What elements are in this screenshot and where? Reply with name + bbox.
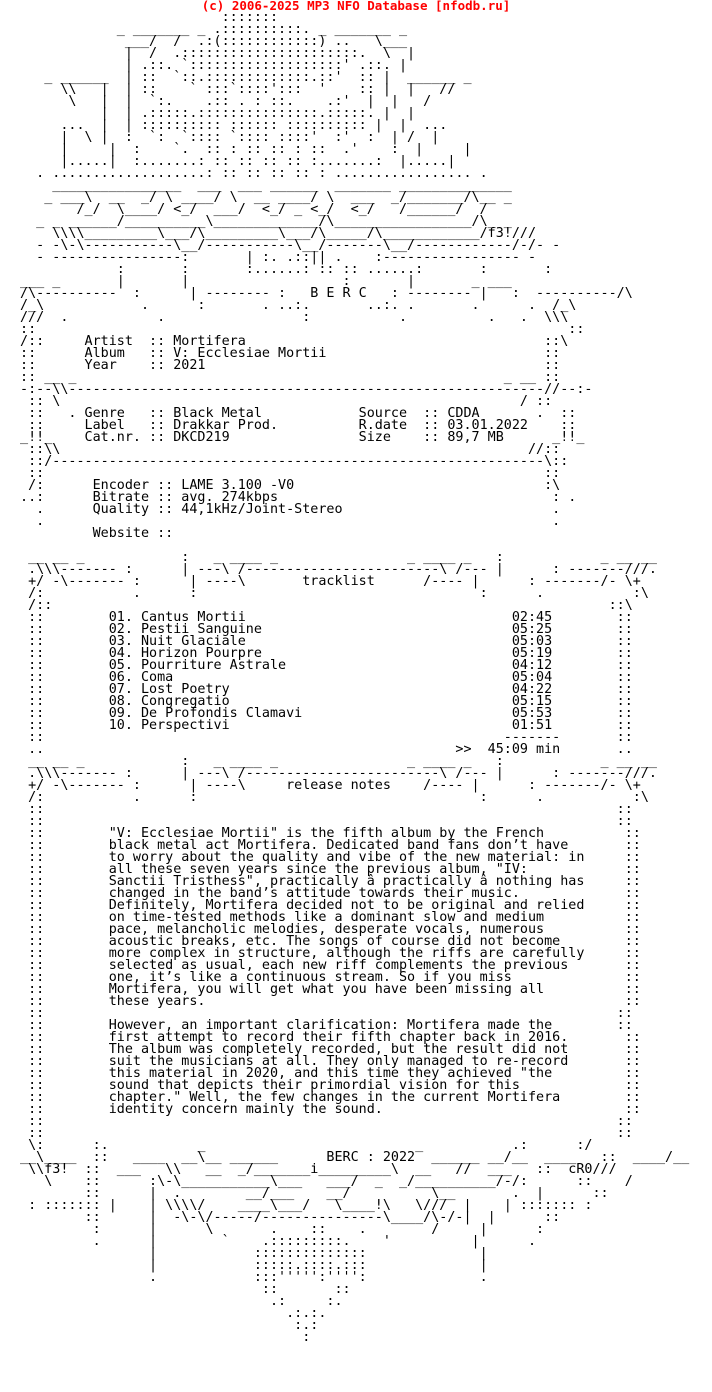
nfo-line: .. >> 45:09 min .. (12, 742, 633, 757)
nfo-line: :: identity concern mainly the sound. :: (12, 1102, 641, 1117)
nfo-line: :: 05. Pourriture Astrale 04:12 :: (12, 658, 633, 673)
nfo-line: \: :. _ _ .: :/ (12, 1138, 593, 1153)
nfo-line: .:.:. (12, 1306, 327, 1321)
nfo-line: | | .:::::.:::::::::::::::.:::::. | | (12, 106, 416, 121)
nfo-line: _ _______ _ .::::::::::. _ _______ _ (12, 22, 408, 37)
nfo-line: :: ------- :: (12, 730, 633, 745)
nfo-line: :: :: (12, 322, 585, 337)
nfo-line: ::/-------------------------------------------------------------\:: (12, 454, 569, 469)
nfo-line: :: However, an important clarification: Mortifera made the :: (12, 1018, 633, 1033)
nfo-line: -:--\\-----------------------------------------------------------//--:- (12, 382, 593, 397)
nfo-line: :: | . __/___ __/ \__ . | :: (12, 1186, 609, 1201)
nfo-line: :: selected as usual, each new riff complements the previous :: (12, 958, 641, 973)
nfo-line: :: Album :: V: Ecclesiae Mortii :: (12, 346, 561, 361)
nfo-line: /:: ::\ (12, 598, 633, 613)
nfo-line: ________________ ___ ___ ______ _______ ______________ (12, 178, 512, 193)
nfo-line: :: first attempt to record their fifth chapter back in 2016. :: (12, 1030, 641, 1045)
nfo-line: :: all these seven years since the previous album, "IV: :: (12, 862, 641, 877)
nfo-line: - -\-\-----------\__/-----------\__/-------\__/------------/-/- - (12, 238, 561, 253)
nfo-line: /_/ \____/ <_/ ___/ <_/ _ <_/ <_/ /______/ / (12, 202, 488, 217)
nfo-line: :: Sanctii Tristhess", practically â practically â nothing has :: (12, 874, 641, 889)
nfo-line: _ ______ | :: `::.:::::::::::::.::' :: | ______ _ (12, 70, 472, 85)
nfo-line: - ----------------: | :. .::|| . :----------------- - (12, 250, 537, 265)
nfo-line: /: . : : . :\ (12, 586, 649, 601)
nfo-line: \\f3! :: ___ \\ __ _/_______i_________\ __ // ___ :: cR0/// (12, 1162, 617, 1177)
nfo-line: /: . : : . :\ (12, 790, 649, 805)
nfo-line: | \ | : `: `:::: `:::: ::::' :' : | / | (12, 130, 440, 145)
nfo-line: :: black metal act Mortifera. Dedicated band fans don’t have :: (12, 838, 641, 853)
nfo-line: :: on time-tested methods like a dominant slow and medium :: (12, 910, 641, 925)
nfo-line: :: changed in the band’s attitude towards their music. :: (12, 886, 641, 901)
nfo-line: :: these years. :: (12, 994, 641, 1009)
nfo-line: \\ | | :: ` :::`::::'::: ' :: | | // (12, 82, 456, 97)
nfo-line: :: to worry about the quality and vibe of the new material: in :: (12, 850, 641, 865)
nfo-line: :: | -\-\/-----/---------------\____/\-/-| | :: (12, 1210, 561, 1225)
nfo-line: : (12, 1330, 311, 1345)
nfo-line: | .::. `:::::::::::::::::::' .::. | (12, 58, 408, 73)
nfo-line: :: :: (12, 802, 633, 817)
nfo-line: /:: Artist :: Mortifera ::\ (12, 334, 569, 349)
nfo-line: :: Mortifera, you will get what you have been missing all :: (12, 982, 641, 997)
nfo-line: __\____ :: ____ __\__ ______ BERC : 2022 ______ __/__ ____ :: ____/__ (12, 1150, 690, 1165)
nfo-line: __ __ _ : _ ____ _ _ ____ _ : _ __ __ (12, 550, 657, 565)
nfo-line: .\\\------- : | ---\ /------------------------\ /--- | : -------///. (12, 562, 657, 577)
nfo-line: _ ___\ __ _/ \ ____/ \ __ ____/ \ ___ _/_______/\__ _ (12, 190, 512, 205)
nfo-line: :: 03. Nuit Glaciale 05:03 :: (12, 634, 633, 649)
nfo-line: :: 06. Coma 05:04 :: (12, 670, 633, 685)
nfo-line: :: 01. Cantus Mortii 02:45 :: (12, 610, 633, 625)
nfo-line: ___ _ | | : | _ ___ (12, 274, 512, 289)
nfo-line: +/ -\------- : | ----\ release notes /---- | : -------/- \+ (12, 778, 641, 793)
nfo-line: +/ -\------- : | ----\ tracklist /---- | : -------/- \+ (12, 574, 641, 589)
nfo-line: : : :......: :: :: ......: : : (12, 262, 553, 277)
nfo-line: :: 04. Horizon Pourpre 05:19 :: (12, 646, 633, 661)
nfo-line: :: :: (12, 1126, 633, 1141)
nfo-line: . | ` .:::::::::. ' | . (12, 1234, 537, 1249)
nfo-line: /// . . : . . . \\\ (12, 310, 569, 325)
nfo-line: :: 09. De Profondis Clamavi 05:53 :: (12, 706, 633, 721)
nfo-line: ... | | :::::::::: :::::: :::::::::: | | ... (12, 118, 448, 133)
nfo-line: :: sound that depicts their primordial vision for this :: (12, 1078, 641, 1093)
nfo-line: Website :: (12, 526, 174, 541)
nfo-line: :: :: (12, 814, 633, 829)
nfo-line: :: . Genre :: Black Metal Source :: CDDA . :: (12, 406, 577, 421)
nfo-line: : ::::::: | | \\\\/ ____\___/ \____!\ \/// | | ::::::: : (12, 1198, 593, 1213)
nfo-line: :: Year :: 2021 :: (12, 358, 561, 373)
nfo-line: :: :: (12, 1006, 633, 1021)
nfo-line: :: suit the musicians at all. They only managed to re-record :: (12, 1054, 641, 1069)
nfo-line: :: The album was completely recorded, but the result did not :: (12, 1042, 641, 1057)
nfo-line: \ :: :\-\___________\___ ___/ _ _/__________/-/: :: / (12, 1174, 633, 1189)
nfo-line: :: one, it’s like a continuous stream. So if you miss :: (12, 970, 641, 985)
nfo-line: :: :: (12, 1282, 351, 1297)
nfo-line: .\\\------- : | ---\ /------------------------\ /--- | : -------///. (12, 766, 657, 781)
nfo-line: :: :: (12, 466, 561, 481)
nfo-line: :: "V: Ecclesiae Mortii" is the fifth album by the French :: (12, 826, 641, 841)
nfo-line: :: Definitely, Mortifera decided not to be original and relied :: (12, 898, 641, 913)
nfo-line: :: \ / :: (12, 394, 553, 409)
nfo-line: : | \ . :: . / | : (12, 1222, 545, 1237)
nfo-line: ___/ / .:(::::::::::::) .. \___ (12, 34, 408, 49)
nfo-line: /\---------- : | -------- : B E R C : -------- | : ----------/\ (12, 286, 633, 301)
nfo-line: :: more complex in structure, although the riffs are carefully :: (12, 946, 641, 961)
nfo-line: . ...................: :: :: :: :: : ................. . (12, 166, 488, 181)
nfo-line: :: 02. Pestii Sanguine 05:25 :: (12, 622, 633, 637)
nfo-line: ::\\ //:: (12, 442, 561, 457)
nfo-line: \ | | `:. .:: . : ::. .:' | | / (12, 94, 432, 109)
nfo-line: :: chapter." Well, the few changes in the current Mortifera :: (12, 1090, 641, 1105)
nfo-line: :: :: (12, 1114, 633, 1129)
nfo-line: | :::::::::::::: | (12, 1246, 488, 1261)
nfo-line: :: Label :: Drakkar Prod. R.date :: 03.01.2022 :: (12, 418, 577, 433)
nfo-line: ::::::: (12, 10, 279, 25)
site-header: (c) 2006-2025 MP3 NFO Database [nfodb.ru] (201, 0, 511, 13)
nfo-line: ..: Bitrate :: avg. 274kbps : . (12, 490, 577, 505)
nfo-line: :: pace, melancholic melodies, desperate vocals, numerous :: (12, 922, 641, 937)
nfo-line: .: :. (12, 1294, 343, 1309)
nfo-line: | | : `. :: : :: :: : :: .' : | | (12, 142, 472, 157)
nfo-line: :.: (12, 1318, 319, 1333)
nfo-line: | :::::.::::.::: | (12, 1258, 488, 1273)
nfo-line: :: this material in 2020, and this time they achieved "the :: (12, 1066, 641, 1081)
nfo-line: _!!_ Cat.nr. :: DKCD219 Size :: 89,7 MB _!!_ (12, 430, 585, 445)
nfo-line: :: 07. Lost Poetry 04:22 :: (12, 682, 633, 697)
nfo-line: :: 08. Congregatio 05:15 :: (12, 694, 633, 709)
nfo-line: :: 10. Perspectivi 01:51 :: (12, 718, 633, 733)
nfo-line: _ _ ______/__________\_____________/\_________________/\_ _ (12, 214, 512, 229)
nfo-line: /: Encoder :: LAME 3.100 -V0 :\ (12, 478, 561, 493)
nfo-line: :: acoustic breaks, etc. The songs of course did not become :: (12, 934, 641, 949)
nfo-line: . Quality :: 44,1kHz/Joint-Stereo . (12, 502, 561, 517)
nfo-line: /_\ . : . ..:. ..:. . . . /_\ (12, 298, 577, 313)
nfo-line: |.....| :.......: :: :: :: :: :.......: |.....| (12, 154, 456, 169)
nfo-line: . :::''''':'''': . (12, 1270, 488, 1285)
nfo-line: :: __ _ _ __ :: (12, 370, 561, 385)
nfo-line: __ __ _ : _ ____ _ _ ____ _ : _ __ __ (12, 754, 657, 769)
nfo-line: | / .::::::::::::::::::::::. \ | (12, 46, 416, 61)
nfo-text (12, 12, 689, 1344)
nfo-line: \\\\_________\___/\_________\___/\_____/\____________/f3!/// (12, 226, 537, 241)
nfo-line: . . (12, 514, 561, 529)
